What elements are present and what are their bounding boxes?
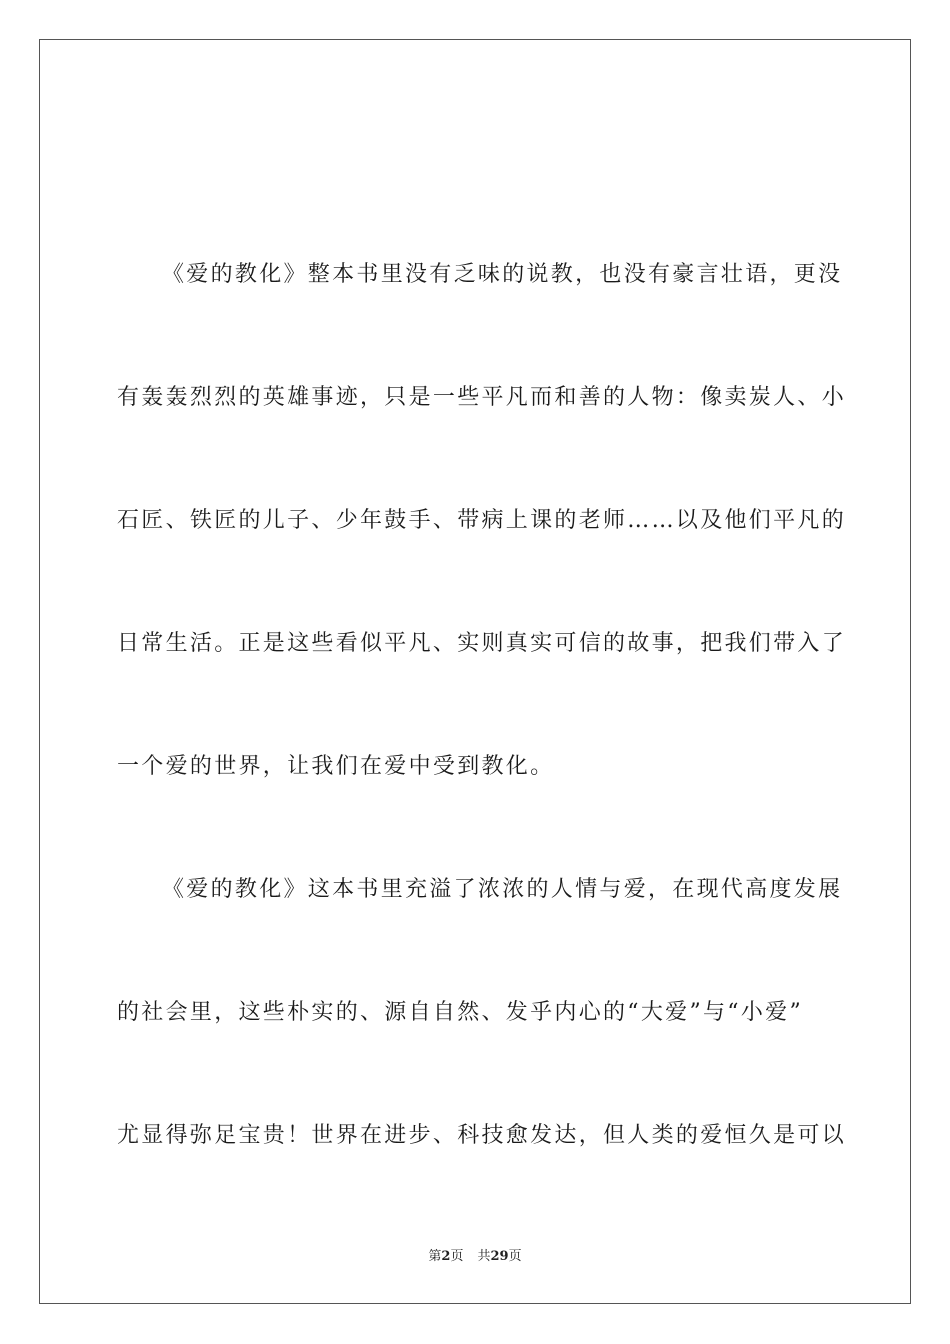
paragraph-1-line-5: 一个爱的世界，让我们在爱中受到教化。 xyxy=(117,754,555,779)
total-prefix: 共 xyxy=(477,1249,491,1264)
paragraph-1-line-3: 石匠、铁匠的儿子、少年鼓手、带病上课的老师……以及他们平凡的 xyxy=(117,508,847,533)
paragraph-2-line-1: 《爱的教化》这本书里充溢了浓浓的人情与爱，在现代高度发展 xyxy=(162,877,843,902)
page-prefix: 第 xyxy=(428,1249,442,1264)
paragraph-2-line-2: 的社会里，这些朴实的、源自自然、发乎内心的“大爱”与“小爱” xyxy=(117,1000,803,1025)
page-border xyxy=(39,39,911,1304)
paragraph-2-line-3: 尤显得弥足宝贵！世界在进步、科技愈发达，但人类的爱恒久是可以 xyxy=(117,1123,847,1148)
paragraph-1-line-1: 《爱的教化》整本书里没有乏味的说教，也没有豪言壮语，更没 xyxy=(162,262,843,287)
paragraph-1-line-2: 有轰轰烈烈的英雄事迹，只是一些平凡而和善的人物：像卖炭人、小 xyxy=(117,385,847,410)
current-page-number: 2 xyxy=(441,1249,451,1264)
total-page-count: 29 xyxy=(490,1249,509,1264)
page-suffix: 页 xyxy=(450,1249,464,1264)
paragraph-1-line-4: 日常生活。正是这些看似平凡、实则真实可信的故事，把我们带入了 xyxy=(117,631,847,656)
page-footer xyxy=(0,1248,950,1266)
total-suffix: 页 xyxy=(508,1249,522,1264)
